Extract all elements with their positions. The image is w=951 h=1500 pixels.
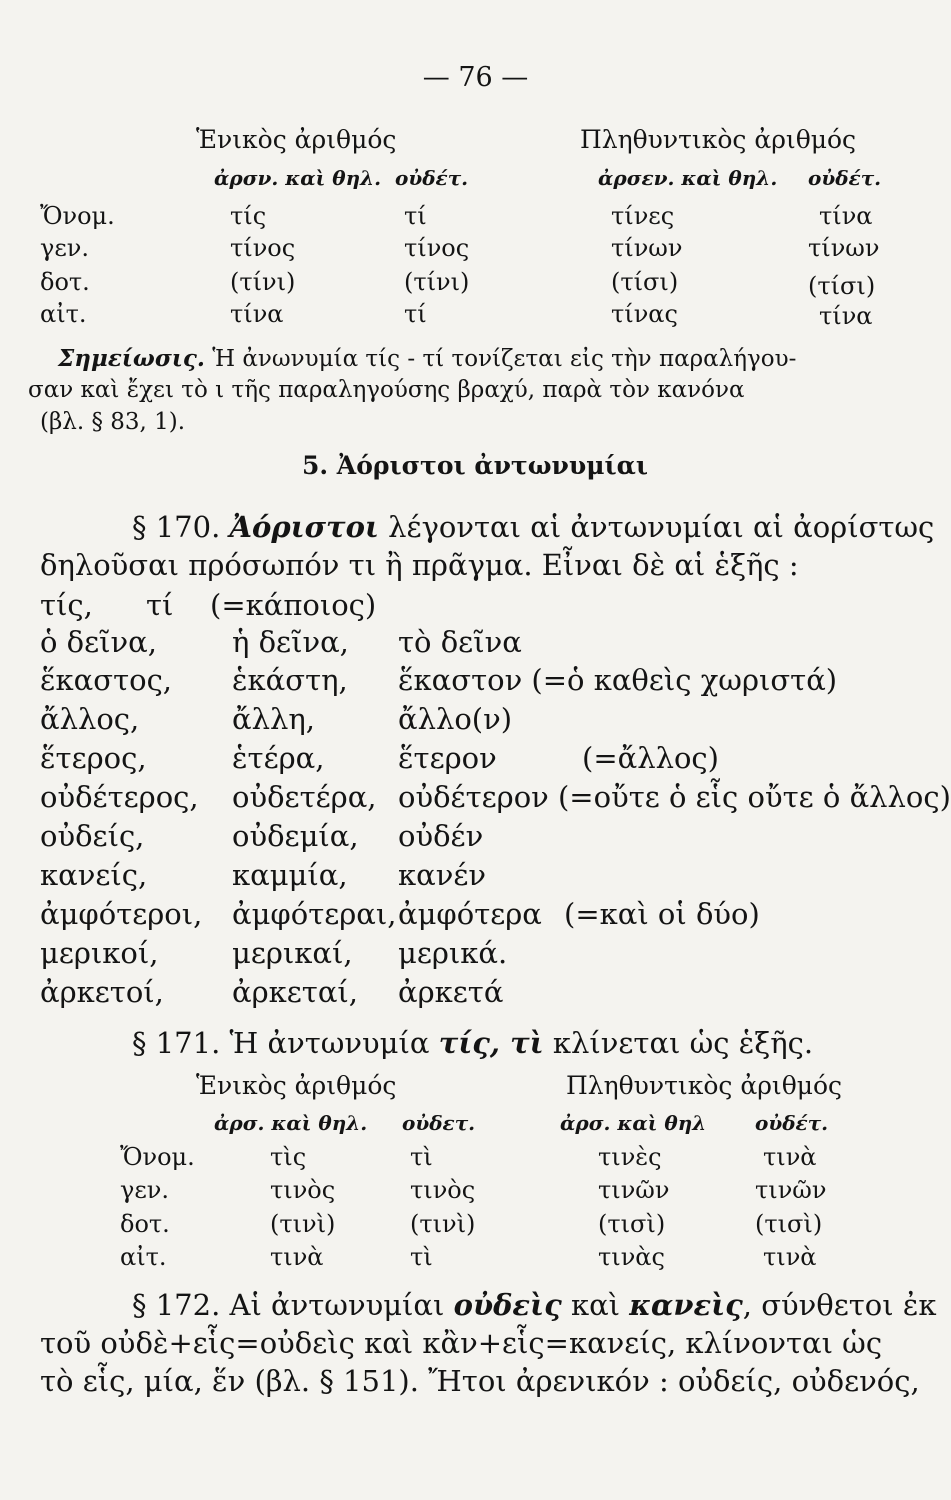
form-cell: τινῶν [755,1176,827,1204]
pronoun-neut: κανέν [398,858,486,892]
page-number: — 76 — [422,62,529,93]
note-line-3: (βλ. § 83, 1). [40,409,186,435]
form-cell: (τινὶ) [270,1210,336,1238]
form-cell: τίνα [819,302,873,330]
pronoun-fem: οὐδεμία, [232,819,359,853]
case-label: γεν. [120,1176,169,1204]
form-cell: τινὲς [598,1143,662,1171]
case-label: Ὄνομ. [120,1143,195,1171]
pronoun-masc: μερικοί, [40,936,159,970]
pronoun-fem: ἄλλη, [232,702,315,736]
form-cell: τίνα [819,202,873,230]
pronoun-neut: μερικά. [398,936,508,970]
form-cell: τίνα [230,300,284,328]
pronoun-masc: ὁ δεῖνα, [40,625,157,659]
form-cell: τίνος [230,234,296,262]
subheader-neuter-sg: οὐδετ. [402,1111,476,1135]
pronoun-masc: οὐδέτερος, [40,780,199,814]
plural-header: Πληθυντικὸς ἀριθμός [580,125,857,154]
singular-header: Ἑνικὸς ἀριθμός [196,125,397,154]
pronoun-fem: μερικαί, [232,936,353,970]
form-cell: (τίσι) [808,272,876,300]
pronoun-neut: οὐδέτερον (=οὔτε ὁ εἷς οὔτε ὁ ἄλλος) [398,780,951,814]
subheader-neuter-pl: οὐδέτ. [755,1111,829,1135]
form-cell: τίς [230,202,267,230]
form-cell: (τισὶ) [755,1210,823,1238]
form-cell: τίνες [611,202,675,230]
pronoun-masc: ἀμφότεροι, [40,897,203,931]
form-cell: τί [404,300,427,328]
subheader-masc-fem-sg: ἀρσ. καὶ θηλ. [214,1111,368,1135]
pronoun-masc: τίς, [40,588,93,622]
form-cell: (τίνι) [404,268,470,296]
note-label: Σημείωσις. [58,345,205,372]
note-line-2: σαν καὶ ἔχει τὸ ι τῆς παραληγούσης βραχύ, παρὰ τὸν κανόνα [28,377,745,403]
pronoun-neut: ἕτερον [398,741,497,775]
pronoun-neut: τὸ δεῖνα [398,625,522,659]
form-cell: (τίνι) [230,268,296,296]
form-cell: τινὸς [270,1176,336,1204]
pronoun-fem: ἡ δεῖνα, [232,625,349,659]
pronoun-neut: ἀρκετά [398,975,504,1009]
subheader-neuter-sg: οὐδέτ. [395,166,469,190]
defined-term: κανεὶς [629,1288,743,1322]
paragraph-text: , σύνθετοι ἐκ [742,1288,937,1322]
case-label: Ὄνομ. [40,202,115,230]
form-cell: τινὰ [763,1243,817,1271]
case-label: δοτ. [40,268,90,296]
form-cell: τὶς [270,1143,307,1171]
subheader-masc-fem-sg: ἀρσν. καὶ θηλ. [214,166,382,190]
form-cell: τίνων [611,234,683,262]
form-cell: (τισὶ) [598,1210,666,1238]
singular-header: Ἑνικὸς ἀριθμός [196,1071,397,1100]
form-cell: τίνας [611,300,678,328]
paragraph-text: Ἡ ἀντωνυμία [229,1026,430,1060]
subheader-masc-fem-pl: ἀρσ. καὶ θηλ [560,1111,707,1135]
form-cell: (τινὶ) [410,1210,476,1238]
form-cell: (τίσι) [611,268,679,296]
case-label: δοτ. [120,1210,170,1238]
pronoun-gloss: (=ἄλλος) [582,741,719,775]
pronoun-neut: ἕκαστον (=ὁ καθεὶς χωριστά) [398,663,838,697]
pronoun-fem: τί [146,588,174,622]
form-cell: τί [404,202,427,230]
pronoun-fem: οὐδετέρα, [232,780,377,814]
note-line-1: Ἡ ἀνωνυμία τίς - τί τονίζεται εἰς τὴν παραλήγου- [212,346,797,372]
section-number: § 170. [132,510,221,544]
form-cell: τὶ [410,1143,433,1171]
form-cell: τὶ [410,1243,433,1271]
pronoun-neut: ἄλλο(ν) [398,702,513,736]
subheader-neuter-pl: οὐδέτ. [808,166,882,190]
form-cell: τινὰ [270,1243,324,1271]
form-cell: τίνων [808,234,880,262]
form-cell: τινὰς [598,1243,665,1271]
subheader-masc-fem-pl: ἀρσεν. καὶ θηλ. [598,166,778,190]
defined-term: Ἀόριστοι [229,510,379,544]
form-cell: τινὸς [410,1176,476,1204]
pronoun-fem: ἑκάστη, [232,663,348,697]
pronoun-masc: ἕτερος, [40,741,147,775]
pronoun-masc: οὐδείς, [40,819,145,853]
pronoun-masc: ἄλλος, [40,702,140,736]
section-number: § 171. [132,1026,221,1060]
form-cell: τίνος [404,234,470,262]
paragraph-text: λέγονται αἱ ἀντωνυμίαι αἱ ἀορίστως [388,510,935,544]
plural-header: Πληθυντικὸς ἀριθμός [566,1071,843,1100]
pronoun-neut: οὐδέν [398,819,484,853]
pronoun-fem: καμμία, [232,858,348,892]
defined-term: οὐδεὶς [453,1288,562,1322]
paragraph-text: Αἱ ἀντωνυμίαι [229,1288,445,1322]
defined-term: τίς, τὶ [438,1026,544,1060]
pronoun-masc: ἀρκετοί, [40,975,164,1009]
case-label: αἰτ. [40,300,87,328]
case-label: γεν. [40,234,89,262]
paragraph-171 [132,1026,813,1060]
section-number: § 172. [132,1288,221,1322]
case-label: αἰτ. [120,1243,167,1271]
paragraph-line: τοῦ οὐδὲ+εἷς=οὐδεὶς καὶ κἂν+εἷς=κανείς, κλίνονται ὡς [40,1326,883,1360]
pronoun-fem: ἀρκεταί, [232,975,358,1009]
pronoun-neut: ἀμφότερα [398,897,542,931]
pronoun-fem: ἑτέρα, [232,741,325,775]
pronoun-masc: κανείς, [40,858,148,892]
paragraph-line: τὸ εἷς, μία, ἕν (βλ. § 151). Ἤτοι ἀρενικόν : οὐδείς, οὐδενός, [40,1364,920,1398]
pronoun-masc: ἕκαστος, [40,663,173,697]
pronoun-fem: ἀμφότεραι, [232,897,397,931]
paragraph-text: καὶ [570,1288,621,1322]
pronoun-neut: (=κάποιος) [210,588,377,622]
form-cell: τινὰ [763,1143,817,1171]
paragraph-line: δηλοῦσαι πρόσωπόν τι ἢ πρᾶγμα. Εἶναι δὲ αἱ ἑξῆς : [40,548,799,582]
paragraph-text: κλίνεται ὡς ἑξῆς. [552,1026,814,1060]
form-cell: τινῶν [598,1176,670,1204]
section-heading: 5. Ἀόριστοι ἀντωνυμίαι [302,451,648,480]
pronoun-gloss: (=καὶ οἱ δύο) [564,897,760,931]
